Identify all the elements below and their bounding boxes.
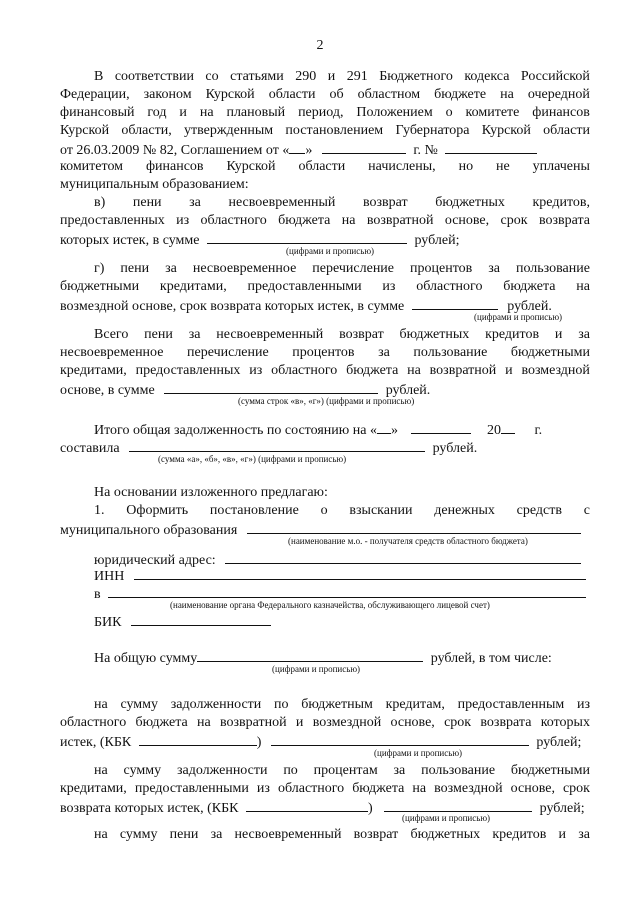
word: за: [488, 261, 500, 276]
word: возврат: [339, 327, 384, 342]
word: с: [583, 503, 590, 518]
word: областного: [277, 781, 345, 796]
word: и: [179, 105, 187, 120]
word: на: [197, 715, 211, 730]
word: Оформить: [126, 503, 189, 518]
sum-caption: (цифрами и прописью): [272, 664, 361, 674]
word: за: [210, 827, 223, 842]
word: кредитам,: [385, 697, 445, 712]
pg-caption: (цифрами и прописью): [474, 312, 563, 322]
word: и: [327, 69, 336, 84]
word: пользование: [516, 261, 590, 276]
word: по: [283, 763, 298, 778]
propose-line-1: На основании изложенного предлагаю:: [94, 485, 328, 500]
word: области: [268, 87, 316, 102]
pg-sum-blank[interactable]: [412, 296, 498, 310]
itogo-day-blank[interactable]: [377, 420, 391, 434]
word: сумму: [119, 827, 158, 842]
word: несвоевременный: [216, 327, 324, 342]
word: за: [188, 327, 201, 342]
p1-line-3: [60, 104, 590, 122]
inn-line: ИНН: [94, 566, 590, 586]
word: за: [189, 195, 201, 210]
word: бюджетными: [60, 279, 140, 294]
word: о: [320, 503, 328, 518]
address-blank[interactable]: [225, 550, 581, 564]
word: возвратной: [366, 213, 434, 228]
word: со: [205, 69, 219, 84]
word: возмездной: [434, 781, 503, 796]
word: предоставленных: [135, 363, 241, 378]
word: основе,: [510, 781, 555, 796]
word: сумму: [120, 697, 159, 712]
word: несвоевременное: [192, 261, 297, 276]
word: которых: [540, 715, 590, 730]
word: кредитами,: [60, 363, 127, 378]
word: возмездной: [312, 715, 382, 730]
word: из: [576, 697, 590, 712]
word: несвоевременный: [234, 827, 342, 842]
debt1-caption: (цифрами и прописью): [374, 748, 463, 758]
p1-line-1: [94, 68, 590, 86]
debt2-kbk-blank[interactable]: [246, 798, 368, 812]
municipality-name-blank[interactable]: [247, 520, 581, 534]
pv-line-1: [94, 194, 590, 212]
total-peni-line-4: основе, в сумме рублей.: [60, 380, 590, 400]
word: начислены,: [368, 159, 436, 174]
p1-line-7: муниципальным образованием:: [60, 177, 249, 192]
word: бюджета: [278, 213, 331, 228]
word: областном: [357, 87, 421, 102]
word: комитетом: [60, 159, 124, 174]
word: бюджета: [346, 363, 399, 378]
debt1-sum-blank[interactable]: [271, 732, 529, 746]
word: возврат: [363, 195, 408, 210]
word: срок: [444, 715, 472, 730]
page-number: 2: [316, 38, 324, 53]
word: уплачены: [532, 159, 590, 174]
p1-line-2: [60, 86, 590, 104]
pg-line-1: [94, 260, 590, 278]
word: за: [378, 345, 390, 360]
word: несвоевременное: [60, 345, 164, 360]
propose-line-3: муниципального образования: [60, 520, 590, 540]
word: области: [543, 123, 590, 138]
word: год: [147, 105, 167, 120]
word: В: [94, 69, 104, 84]
word: областного: [416, 279, 483, 294]
word: постановление: [209, 503, 299, 518]
agreement-day-blank[interactable]: [289, 140, 305, 154]
word: Бюджетного: [379, 69, 453, 84]
word: финансовый: [60, 105, 135, 120]
word: постановлением: [285, 123, 384, 138]
pg-line-3: возмездной основе, срок возврата которых истек, в сумме рублей.: [60, 296, 590, 316]
word: Курской: [60, 123, 110, 138]
word: Федерации,: [60, 87, 130, 102]
word: перечисление: [187, 345, 269, 360]
agreement-date-blank[interactable]: [322, 140, 406, 154]
word: не: [495, 159, 510, 174]
debt1-kbk-blank[interactable]: [139, 732, 257, 746]
word: законом: [143, 87, 192, 102]
debt1-line-2: [60, 714, 590, 732]
debt2-line-1: [94, 762, 590, 780]
pv-line-3: которых истек, в сумме рублей;: [60, 230, 590, 250]
itogo-line-2: составила рублей.: [60, 438, 590, 458]
treasury-caption: (наименование органа Федерального казначейства, обслуживающего лицевой счет): [170, 600, 490, 610]
word: основе,: [390, 715, 435, 730]
word: пени: [120, 261, 150, 276]
word: кодекса: [464, 69, 510, 84]
word: кредитами,: [159, 279, 227, 294]
total-peni-line-1: [94, 326, 590, 344]
p1-line-4: [60, 122, 590, 140]
word: бюджетными: [510, 763, 590, 778]
inn-blank[interactable]: [134, 566, 586, 580]
word: по: [274, 697, 289, 712]
word: и: [295, 715, 304, 730]
pv-line-2: [60, 212, 590, 230]
word: на: [407, 363, 421, 378]
word: областного: [271, 363, 338, 378]
word: на: [94, 697, 108, 712]
itogo-year-blank[interactable]: [501, 420, 515, 434]
total-peni-caption: (сумма строк «в», «г») (цифрами и прописью): [238, 396, 415, 406]
word: пени: [132, 195, 162, 210]
word: утвержденным: [184, 123, 274, 138]
word: возвратной: [220, 715, 287, 730]
debt1-line-1: [94, 696, 590, 714]
word: бюджета: [503, 279, 556, 294]
debt2-line-3: возврата которых истек, (КБК ) рублей;: [60, 798, 590, 818]
word: предоставленными: [134, 781, 249, 796]
word: за: [578, 827, 590, 842]
sum-line: На общую сумму рублей, в том числе:: [94, 648, 590, 668]
word: на: [412, 781, 427, 796]
debt2-caption: (цифрами и прописью): [402, 813, 491, 823]
word: 291: [346, 69, 368, 84]
word: из: [256, 781, 270, 796]
word: кредитами,: [60, 781, 127, 796]
word: возврат: [353, 827, 399, 842]
word: из: [382, 279, 396, 294]
word: бюджете: [434, 87, 487, 102]
debt1-line-3: истек, (КБК ) рублей;: [60, 732, 590, 752]
word: 290: [295, 69, 317, 84]
word: областного: [200, 213, 267, 228]
word: Всего: [94, 327, 129, 342]
word: финансов: [532, 105, 590, 120]
word: бюджетных: [399, 327, 470, 342]
word: пени: [169, 827, 199, 842]
word: кредитов: [485, 327, 540, 342]
word: процентов: [410, 261, 473, 276]
pv-caption: (цифрами и прописью): [286, 246, 375, 256]
pg-line-2: [60, 278, 590, 296]
word: комитете: [465, 105, 520, 120]
word: на: [341, 213, 356, 228]
word: и: [554, 327, 563, 342]
address-line: юридический адрес:: [94, 550, 590, 570]
word: Курской: [481, 123, 531, 138]
word: бюджета: [135, 715, 188, 730]
word: пользование: [413, 345, 488, 360]
total-peni-sum-blank[interactable]: [164, 380, 378, 394]
municipality-caption: (наименование м.о. - получателя средств областного бюджета): [288, 536, 528, 546]
word: период,: [298, 105, 344, 120]
word: возмездной: [521, 363, 590, 378]
word: кредитов: [492, 827, 547, 842]
word: области: [298, 159, 346, 174]
word: бюджета: [352, 781, 405, 796]
word: Положением: [356, 105, 433, 120]
word: финансов: [145, 159, 204, 174]
debt3-line-1: [94, 826, 590, 844]
word: на: [576, 279, 590, 294]
word: Российской: [520, 69, 590, 84]
treasury-blank[interactable]: [108, 584, 586, 598]
itogo-caption: (сумма «а», «б», «в», «г») (цифрами и прописью): [158, 454, 347, 464]
word: срок: [500, 213, 528, 228]
word: сумму: [123, 763, 162, 778]
p1-line-6: [60, 158, 590, 176]
word: в): [94, 195, 106, 210]
itogo-sum-blank[interactable]: [129, 438, 425, 452]
word: на: [500, 87, 514, 102]
word: за: [165, 261, 177, 276]
word: перечисление: [312, 261, 395, 276]
word: задолженности: [170, 697, 262, 712]
word: взыскании: [349, 503, 413, 518]
word: и: [558, 827, 567, 842]
word: области,: [121, 123, 172, 138]
propose-line-2: [94, 502, 590, 520]
word: бюджетными: [510, 345, 590, 360]
word: и: [505, 363, 513, 378]
word: за: [578, 327, 590, 342]
word: из: [176, 213, 190, 228]
word: Губернатора: [395, 123, 470, 138]
agreement-number-blank[interactable]: [445, 140, 537, 154]
word: предоставленных: [60, 213, 165, 228]
word: бюджетных: [410, 827, 481, 842]
word: Курской: [226, 159, 276, 174]
word: о: [445, 105, 453, 120]
treasury-line: в: [94, 584, 590, 604]
word: г): [94, 261, 105, 276]
word: денежных: [434, 503, 495, 518]
word: бюджетных: [435, 195, 505, 210]
debt2-line-2: [60, 780, 590, 798]
word: предоставленным: [457, 697, 565, 712]
word: процентов: [292, 345, 355, 360]
word: об: [329, 87, 344, 102]
total-peni-line-3: [60, 362, 590, 380]
itogo-line-1: Итого общая задолженность по состоянию на « » 20 г.: [94, 420, 590, 440]
word: пользование: [421, 763, 496, 778]
word: соответствии: [114, 69, 194, 84]
word: возвратной: [429, 363, 497, 378]
total-sum-blank[interactable]: [197, 648, 423, 662]
word: средств: [516, 503, 562, 518]
debt2-sum-blank[interactable]: [384, 798, 532, 812]
word: предоставленными: [247, 279, 362, 294]
word: несвоевременный: [228, 195, 336, 210]
word: кредитов,: [532, 195, 590, 210]
word: из: [249, 363, 263, 378]
itogo-month-blank[interactable]: [411, 420, 471, 434]
pv-sum-blank[interactable]: [207, 230, 407, 244]
word: Курской: [205, 87, 255, 102]
word: возврата: [538, 213, 590, 228]
word: основе,: [444, 213, 490, 228]
word: на: [199, 105, 214, 120]
word: статьями: [230, 69, 284, 84]
total-peni-line-2: [60, 344, 590, 362]
word: пени: [144, 327, 173, 342]
word: срок: [562, 781, 590, 796]
bik-line: БИК: [94, 612, 590, 632]
word: возврата: [480, 715, 532, 730]
word: задолженности: [176, 763, 268, 778]
word: плановый: [226, 105, 286, 120]
word: очередной: [527, 87, 590, 102]
word: на: [94, 763, 108, 778]
word: бюджетным: [301, 697, 373, 712]
word: на: [94, 827, 108, 842]
word: процентам: [313, 763, 378, 778]
bik-blank[interactable]: [131, 612, 271, 626]
word: но: [458, 159, 474, 174]
word: 1.: [94, 503, 105, 518]
word: за: [393, 763, 406, 778]
p1-line-5: от 26.03.2009 № 82, Соглашением от « » г. №: [60, 140, 590, 160]
word: областного: [60, 715, 127, 730]
